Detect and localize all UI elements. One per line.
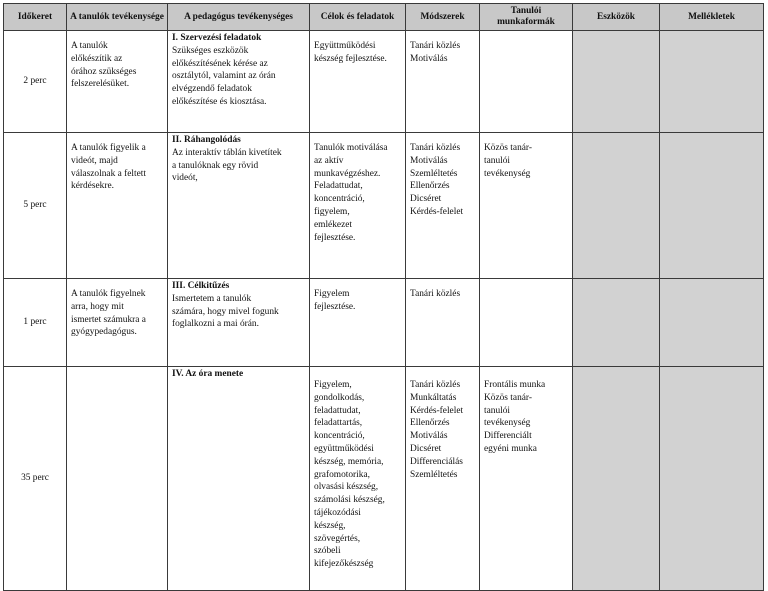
text-line: Ellenőrzés — [410, 181, 450, 192]
text-line: tevékenység — [484, 168, 531, 179]
text-line: Tanulók motiválása — [314, 143, 388, 153]
lesson-plan-table — [3, 3, 764, 591]
methods-cell — [406, 279, 480, 367]
methods-cell — [406, 31, 480, 133]
methods-cell — [406, 367, 480, 591]
section-title: IV. Az óra menete — [172, 369, 244, 379]
header-tools: Eszközök — [573, 4, 660, 31]
text-line: órához szükséges — [71, 66, 137, 77]
text-line: a tanulóknak egy rövid — [172, 160, 259, 171]
header-goals: Célok és feladatok — [310, 4, 406, 31]
attachments-cell — [660, 279, 764, 367]
text-line: Feladattudat, — [314, 181, 363, 192]
text-line: arra, hogy mit — [71, 301, 124, 312]
goals-cell — [310, 31, 406, 133]
text-line: Frontális munka — [484, 380, 546, 390]
text-line: Szükséges eszközök — [172, 45, 249, 56]
text-line: grafomotorika, — [314, 469, 370, 480]
text-line: tanulói — [484, 155, 511, 166]
text-line: figyelem, — [314, 206, 350, 217]
text-line: elvégzendő feladatok — [172, 84, 252, 95]
text-line: Motiválás — [410, 53, 448, 64]
text-line: gyógypedagógus. — [71, 327, 137, 338]
work-forms-cell — [480, 367, 573, 591]
text-line: készség fejlesztése. — [314, 53, 387, 64]
text-line: Ellenőrzés — [410, 418, 450, 429]
header-student-activity: A tanulók tevékenysége — [67, 4, 168, 31]
text-line: felszerelésüket. — [71, 79, 130, 90]
work-forms-cell — [480, 279, 573, 367]
text-line: válaszolnak a feltett — [71, 168, 146, 179]
text-line: foglalkozni a mai órán. — [172, 319, 259, 330]
goals-cell — [310, 367, 406, 591]
table-row — [4, 31, 764, 133]
text-line: Motiválás — [410, 431, 448, 442]
goals-cell — [310, 279, 406, 367]
table-row — [4, 367, 764, 591]
header-teacher-activity: A pedagógus tevékenységes — [168, 4, 310, 31]
text-line: Ismertetem a tanulók — [172, 293, 252, 304]
text-line: Differenciálás — [410, 456, 463, 467]
text-line: Munkáltatás — [410, 392, 457, 403]
text-line: Közös tanár- — [484, 392, 532, 403]
student-activity-cell — [67, 31, 168, 133]
teacher-activity-cell — [168, 133, 310, 279]
tools-cell — [573, 367, 660, 591]
attachments-cell — [660, 133, 764, 279]
header-methods: Módszerek — [406, 4, 480, 31]
text-line: egyéni munka — [484, 443, 537, 454]
attachments-cell — [660, 367, 764, 591]
text-line: előkészítése és kiosztása. — [172, 96, 267, 107]
text-line: Dicséret — [410, 443, 442, 454]
time-cell: 35 perc — [4, 367, 67, 591]
text-line: ismertet számukra a — [71, 314, 146, 325]
text-line: Közös tanár- — [484, 143, 532, 153]
text-line: Az interaktív táblán kivetítek — [172, 147, 282, 158]
text-line: Tanári közlés — [410, 380, 461, 390]
work-forms-cell — [480, 31, 573, 133]
attachments-cell — [660, 31, 764, 133]
text-line: előkészítik az — [71, 53, 123, 64]
methods-cell — [406, 133, 480, 279]
text-line: koncentráció, — [314, 194, 365, 205]
text-line: szövegértés, — [314, 533, 361, 544]
text-line: videót, majd — [71, 155, 118, 166]
text-line: tevékenység — [484, 418, 531, 429]
table-row — [4, 279, 764, 367]
text-line: Kérdés-felelet — [410, 405, 464, 416]
text-line: koncentráció, — [314, 431, 365, 442]
goals-cell — [310, 133, 406, 279]
teacher-activity-cell — [168, 31, 310, 133]
text-line: fejlesztése. — [314, 301, 356, 312]
student-activity-cell — [67, 133, 168, 279]
text-line: kifejezőkészség — [314, 559, 374, 570]
student-activity-cell — [67, 279, 168, 367]
text-line: számára, hogy mivel fogunk — [172, 306, 279, 317]
section-title: I. Szervezési feladatok — [172, 33, 262, 43]
tools-cell — [573, 279, 660, 367]
text-line: szóbeli — [314, 546, 341, 557]
text-line: Tanári közlés — [410, 143, 461, 153]
text-line: előkészítésének kérése az — [172, 58, 268, 69]
header-time: Időkeret — [4, 4, 67, 31]
student-activity-cell — [67, 367, 168, 591]
text-line: Dicséret — [410, 194, 442, 205]
text-line: kérdésekre. — [71, 181, 114, 192]
text-line: emlékezet — [314, 219, 352, 230]
header-work-forms: Tanulói munkaformák — [480, 4, 573, 31]
text-line: olvasási készség, — [314, 482, 379, 493]
text-line: Tanári közlés — [410, 41, 461, 51]
text-line: Tanári közlés — [410, 289, 461, 299]
text-line: készség, — [314, 520, 346, 531]
text-line: fejlesztése. — [314, 232, 356, 243]
header-attachments: Mellékletek — [660, 4, 764, 31]
tools-cell — [573, 133, 660, 279]
text-line: számolási készség, — [314, 495, 385, 506]
text-line: Együttműködési — [314, 41, 376, 51]
teacher-activity-cell — [168, 279, 310, 367]
work-forms-cell — [480, 133, 573, 279]
text-line: feladattudat, — [314, 405, 361, 416]
text-line: az aktív — [314, 155, 344, 166]
text-line: feladattartás, — [314, 418, 363, 429]
text-line: videót, — [172, 173, 198, 184]
text-line: Kérdés-felelet — [410, 206, 464, 217]
teacher-activity-cell — [168, 367, 310, 591]
text-line: gondolkodás, — [314, 392, 365, 403]
text-line: A tanulók figyelik a — [71, 143, 146, 153]
header-row — [4, 4, 764, 31]
text-line: Szemléltetés — [410, 469, 458, 480]
text-line: munkavégzéshez. — [314, 168, 381, 179]
text-line: Differenciált — [484, 431, 532, 442]
text-line: Figyelem, — [314, 380, 352, 390]
text-line: készség, memória, — [314, 456, 384, 467]
text-line: együttműködési — [314, 443, 374, 454]
section-title: II. Ráhangolódás — [172, 135, 241, 145]
text-line: tájékozódási — [314, 507, 361, 518]
text-line: A tanulók figyelnek — [71, 289, 146, 299]
text-line: A tanulók — [71, 41, 108, 51]
section-title: III. Célkitűzés — [172, 281, 230, 291]
tools-cell — [573, 31, 660, 133]
text-line: Motiválás — [410, 155, 448, 166]
text-line: osztálytól, valamint az órán — [172, 71, 276, 82]
table-row — [4, 133, 764, 279]
text-line: tanulói — [484, 405, 511, 416]
text-line: Figyelem — [314, 289, 350, 299]
time-cell: 5 perc — [4, 133, 67, 279]
time-cell: 2 perc — [4, 31, 67, 133]
time-cell: 1 perc — [4, 279, 67, 367]
text-line: Szemléltetés — [410, 168, 458, 179]
